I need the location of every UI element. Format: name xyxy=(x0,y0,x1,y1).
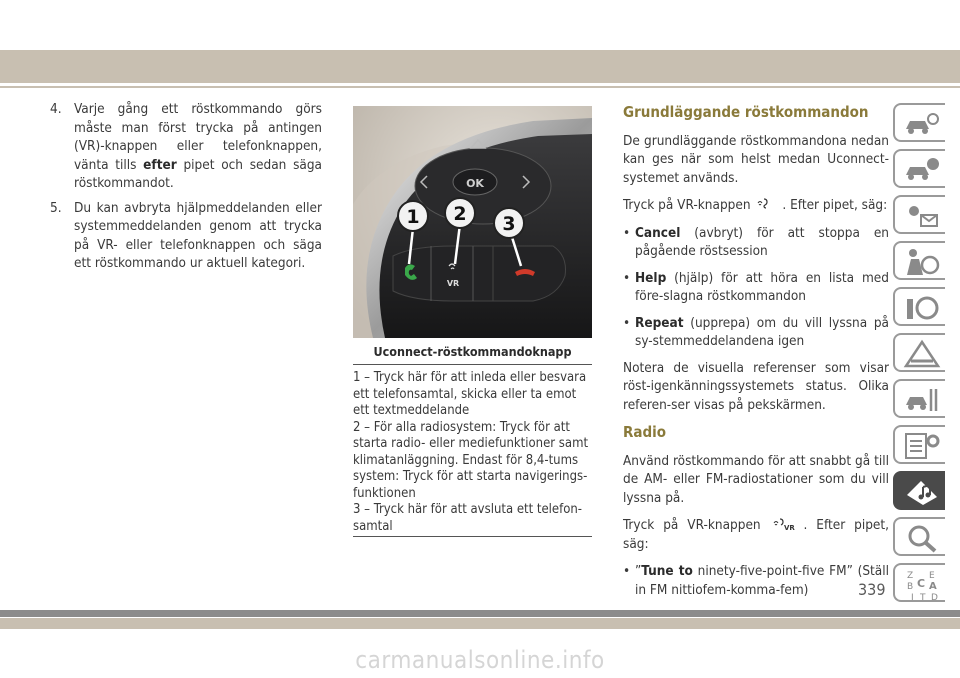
paragraph: Notera de visuella referenser som visar röst-igenkänningssystemets status. Olika referen-ser visas på pekskärmen. xyxy=(623,359,889,413)
command-keyword: Help xyxy=(635,269,667,286)
list-item-4 xyxy=(50,100,322,193)
tab-specifications[interactable] xyxy=(893,425,945,464)
callout-2: 2 xyxy=(453,203,467,225)
section-heading-basic-commands: Grundläggande röstkommandon xyxy=(623,103,869,121)
footer-band xyxy=(0,618,960,629)
search-icon xyxy=(903,523,941,553)
paragraph-vr-instruction-2 xyxy=(623,516,889,553)
index-letters-icon xyxy=(903,569,941,603)
car-info-icon xyxy=(903,155,941,185)
tab-maintenance[interactable] xyxy=(893,379,945,418)
vr-button-icon xyxy=(772,517,802,531)
voice-command-icon xyxy=(756,197,780,211)
tab-warning-lights[interactable] xyxy=(893,195,945,234)
specifications-icon xyxy=(903,431,941,461)
emergency-icon xyxy=(903,339,941,369)
page-number: 339 xyxy=(858,580,886,599)
figure-legend xyxy=(353,370,592,535)
item-text: Du kan avbryta hjälpmeddelanden eller systemmeddelanden genom att trycka på VR- eller telefonknappen och säga ett röstkommando ur aktuell kategori. xyxy=(74,199,322,271)
command-keyword: Cancel xyxy=(635,224,681,241)
warning-light-icon xyxy=(903,201,941,231)
paragraph: Använd röstkommando för att snabbt gå till de AM- eller FM-radiostationer som du vill lyssna på. xyxy=(623,452,889,506)
index-letter: B xyxy=(907,582,914,592)
item-bold: efter xyxy=(143,156,177,173)
section-heading-radio: Radio xyxy=(623,423,667,441)
tab-car-key[interactable] xyxy=(893,103,945,142)
left-column xyxy=(50,100,322,279)
vr-button-label: VR xyxy=(446,279,460,288)
watermark: carmanualsonline.info xyxy=(355,646,605,674)
item-text: Varje gång ett röstkommando görs måste man först trycka på antingen (VR)-knappen eller telefonknappen, vänta tills xyxy=(74,101,322,173)
bullet-text: ninety-five-point-five FM” (Ställ in FM nittiofem-komma-fem) xyxy=(635,563,890,598)
tab-multimedia[interactable] xyxy=(893,471,945,510)
bullet-repeat: • Repeat (upprepa) om du vill lyssna på sy-stemmeddelandena igen xyxy=(623,314,889,349)
header-band xyxy=(0,50,960,83)
bullet-text: (avbryt) för att stoppa en pågående röstsession xyxy=(635,224,889,259)
bullet-cancel: • Cancel (avbryt) för att stoppa en pågående röstsession xyxy=(623,224,889,259)
item-text-post: pipet och sedan säga röstkommandot. xyxy=(74,156,322,191)
legend-item-3: 3 – Tryck här för att avsluta ett telefon-samtal xyxy=(353,502,583,534)
steering-wheel-icon xyxy=(903,293,941,323)
tab-car-info[interactable] xyxy=(893,149,945,188)
tab-index[interactable] xyxy=(893,563,945,602)
ok-button-label: OK xyxy=(466,177,484,190)
index-letter: E xyxy=(929,571,935,581)
bullet-help: • Help (hjälp) för att höra en lista med före-slagna röstkommandon xyxy=(623,269,889,304)
bullet-text: (upprepa) om du vill lyssna på sy-stemmeddelandena igen xyxy=(635,314,889,349)
item-number: 4. xyxy=(50,101,62,117)
index-letter: D xyxy=(931,593,938,603)
steering-wheel-photo xyxy=(353,106,592,338)
paragraph: De grundläggande röstkommandona nedan kan ges när som helst medan Uconnect-systemet används. xyxy=(623,132,889,186)
bullet-tune-to: • ”Tune to ninety-five-point-five FM” (Ställ in FM nittiofem-komma-fem) xyxy=(623,563,890,598)
text: Tryck på VR-knappen xyxy=(623,197,751,213)
chapter-tabs xyxy=(893,103,945,609)
callout-1: 1 xyxy=(406,206,420,228)
vr-icon-label: VR xyxy=(783,524,795,531)
index-letter: A xyxy=(929,581,937,592)
caption-rule xyxy=(353,364,592,365)
text: . Efter pipet, säg: xyxy=(623,517,890,552)
tab-customer-assistance[interactable] xyxy=(893,517,945,556)
bullet-text: (hjälp) för att höra en lista med före-slagna röstkommandon xyxy=(635,269,889,304)
text: Tryck på VR-knappen xyxy=(623,517,761,533)
paragraph-vr-instruction xyxy=(623,196,889,215)
legend-item-2: 2 – För alla radiosystem: Tryck för att starta radio- eller mediefunktioner samt klimatanläggning. Endast för 8,4-tums system: Tryck för att starta navigerings-funktionen xyxy=(353,419,589,501)
command-keyword: Repeat xyxy=(635,314,684,331)
maintenance-icon xyxy=(903,385,941,415)
text: . Efter pipet, säg: xyxy=(782,197,888,213)
list-item-5 xyxy=(50,199,322,273)
index-letter: Z xyxy=(907,571,914,581)
footer-rule xyxy=(0,610,960,617)
index-letter: T xyxy=(920,593,926,603)
tab-starting-driving[interactable] xyxy=(893,287,945,326)
index-letter: C xyxy=(917,577,926,590)
car-key-icon xyxy=(903,109,941,139)
callout-3: 3 xyxy=(502,213,516,235)
tab-safety[interactable] xyxy=(893,241,945,280)
index-letter: I xyxy=(911,593,914,603)
command-keyword: Tune to xyxy=(641,563,693,579)
multimedia-icon xyxy=(903,477,941,507)
figure-caption: Uconnect-röstkommandoknapp xyxy=(373,344,572,359)
quote-mark: ” xyxy=(635,563,642,579)
safety-icon xyxy=(903,247,941,277)
tab-emergency[interactable] xyxy=(893,333,945,372)
header-rule xyxy=(0,86,960,88)
legend-rule xyxy=(353,536,592,537)
item-number: 5. xyxy=(50,199,62,216)
legend-item-1: 1 – Tryck här för att inleda eller besvara ett telefonsamtal, skicka eller ta emot ett textmeddelande xyxy=(353,370,587,418)
right-column xyxy=(623,103,889,607)
